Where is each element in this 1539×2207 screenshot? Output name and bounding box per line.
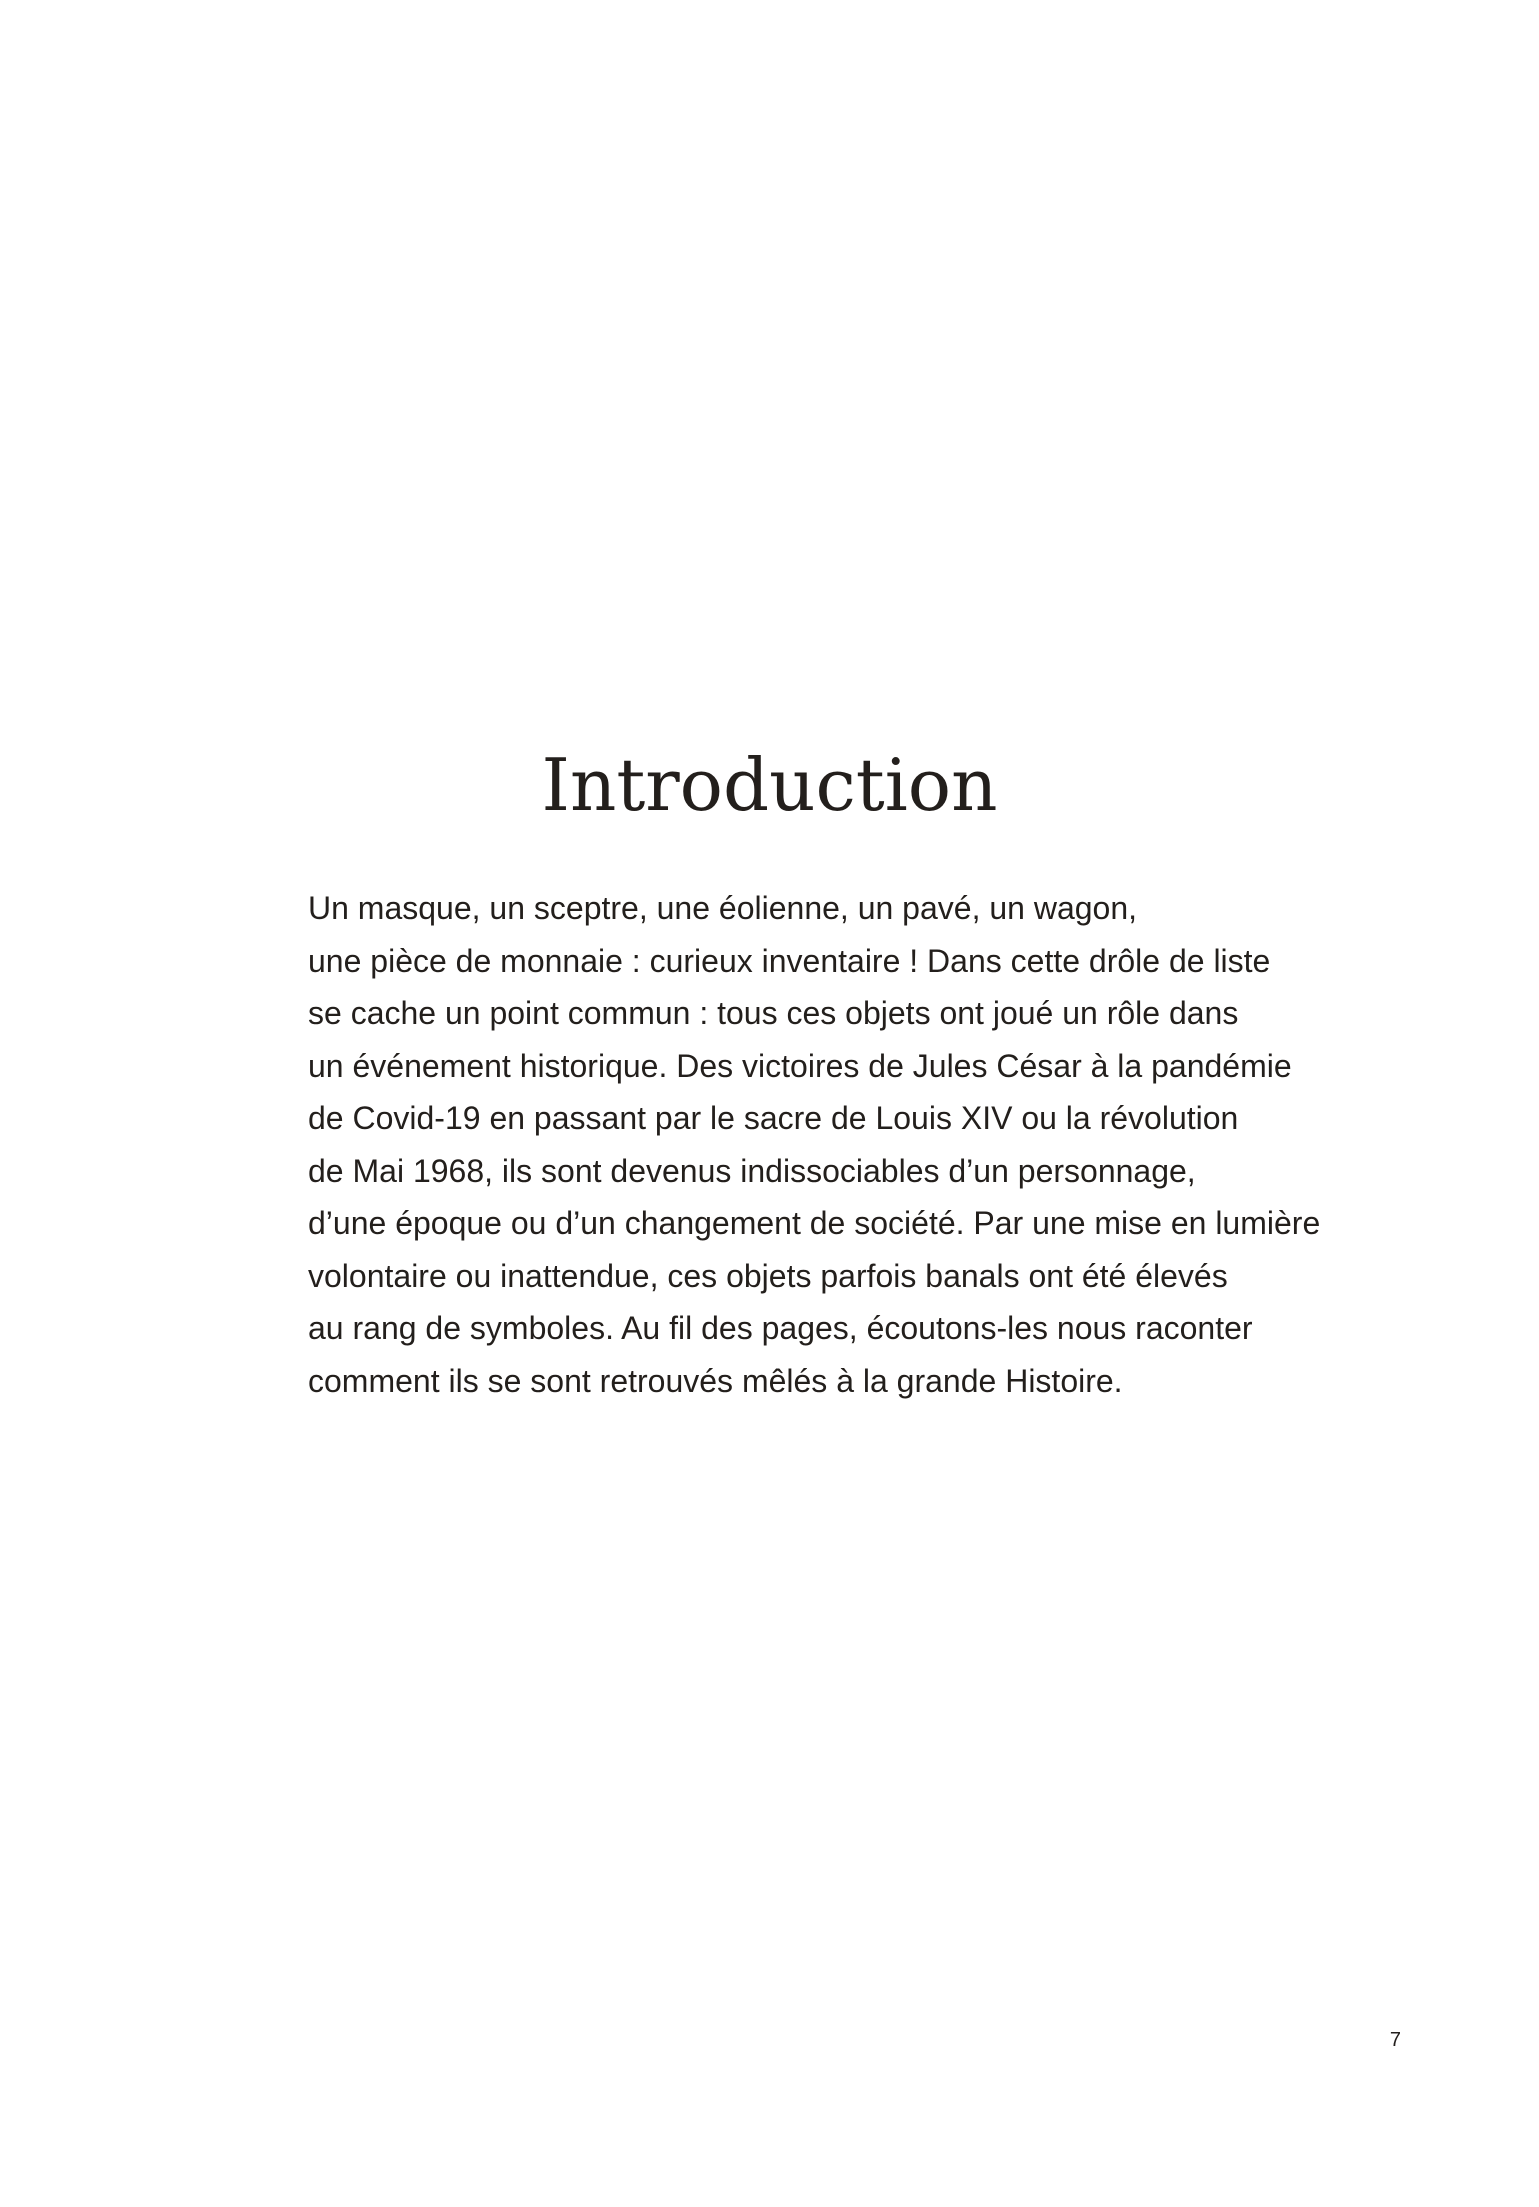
paragraph-line: un événement historique. Des victoires de Jules César à la pandémie [308, 1047, 1292, 1084]
paragraph-line: comment ils se sont retrouvés mêlés à la grande Histoire. [308, 1362, 1123, 1399]
paragraph-line: une pièce de monnaie : curieux inventaire ! Dans cette drôle de liste [308, 942, 1271, 979]
page-number: 7 [1389, 2029, 1401, 2051]
paragraph-line: de Mai 1968, ils sont devenus indissociables d’un personnage, [308, 1152, 1196, 1189]
paragraph-line: volontaire ou inattendue, ces objets parfois banals ont été élevés [308, 1257, 1228, 1294]
paragraph-line: de Covid-19 en passant par le sacre de Louis XIV ou la révolution [308, 1100, 1239, 1136]
intro-paragraph [308, 882, 1321, 1407]
paragraph-line: Un masque, un sceptre, une éolienne, un pavé, un wagon, [308, 890, 1138, 926]
page-title: Introduction [541, 743, 998, 827]
paragraph-line: se cache un point commun : tous ces objets ont joué un rôle dans [308, 995, 1239, 1031]
paragraph-line: au rang de symboles. Au fil des pages, écoutons-les nous raconter [308, 1310, 1253, 1346]
paragraph-line: d’une époque ou d’un changement de société. Par une mise en lumière [308, 1205, 1321, 1241]
